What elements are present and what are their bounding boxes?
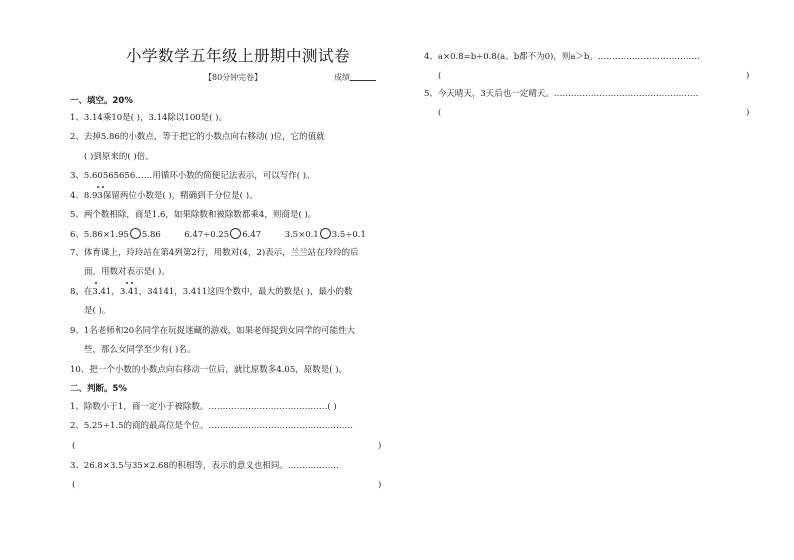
question-1-4: 4、8.93保留两位小数是( )，精确到千分位是( )。: [70, 191, 258, 201]
question-1-2b: ( )到原来的( )倍。: [84, 152, 154, 162]
question-1-1: 1、3.14乘10是( )，3.14除以100是( )。: [70, 113, 227, 123]
repeat-dot: [131, 282, 133, 284]
question-1-8a: 8、在3.41，3.41，34141，3.411这四个数中，最大的数是( )，最小的数: [70, 287, 353, 297]
question-1-6: [70, 228, 366, 241]
compare-circle-3[interactable]: [320, 228, 331, 239]
question-2-3a: 3、26.8×3.5与35×2.68的积相等，表示的意义也相同。………………: [70, 461, 339, 471]
q6-expr-1: 6、5.86×1.95: [70, 230, 129, 240]
answer-2-2-open[interactable]: (: [72, 441, 76, 451]
answer-2-3-open[interactable]: (: [72, 480, 76, 490]
compare-circle-1[interactable]: [130, 228, 141, 239]
question-1-8b: 是( )。: [84, 306, 111, 316]
answer-2-4-close[interactable]: ): [746, 71, 750, 81]
q6-expr-2: 5.86: [141, 230, 161, 240]
question-1-2a: 2、去掉5.86的小数点，等于把它的小数点向右移动( )位，它的值就: [70, 132, 325, 142]
duration-label: 【80分钟完卷】: [204, 73, 263, 82]
question-1-9a: 9、1名老师和20名同学在玩捉迷藏的游戏，如果老师捉到女同学的可能性大: [70, 326, 356, 336]
repeat-dot: [95, 282, 97, 284]
compare-circle-2[interactable]: [230, 228, 241, 239]
answer-2-2-close[interactable]: ): [378, 441, 382, 451]
repeat-dot: [97, 186, 99, 188]
answer-2-4-open[interactable]: (: [438, 71, 442, 81]
question-1-7b: 面，用数对表示是( )。: [84, 267, 170, 277]
q6-expr-5: 3.5×0.1: [284, 230, 319, 240]
question-2-5a: 5、今天晴天，3天后也一定晴天。……………………………………………: [424, 89, 699, 99]
q6-expr-3: 6.47÷0.25: [184, 230, 230, 240]
repeat-dot: [126, 282, 128, 284]
score-label: [334, 72, 376, 83]
question-1-5: 5、两个数相除，商是1.6，如果除数和被除数都乘4，则商是( )。: [70, 210, 317, 220]
answer-2-3-close[interactable]: ): [378, 480, 382, 490]
question-2-4a: 4、a×0.8=b÷0.8(a、b都不为0)，则a＞b。………………………………: [424, 52, 700, 62]
question-1-10: 10、把一个小数的小数点向右移动一位后，就比原数多4.05，原数是( )。: [70, 365, 348, 375]
question-2-1: 1、除数小于1，商一定小于被除数。……………………………………( ): [70, 402, 337, 412]
score-text: 成绩: [334, 73, 350, 82]
section2-heading: 二、判断。5%: [70, 384, 127, 394]
repeat-dot: [102, 186, 104, 188]
q6-expr-6: 3.5÷0.1: [331, 230, 366, 240]
page-title: 小学数学五年级上册期中测试卷: [125, 47, 350, 65]
score-blank: [350, 72, 376, 81]
answer-2-5-open[interactable]: (: [438, 108, 442, 118]
answer-2-5-close[interactable]: ): [746, 108, 750, 118]
question-1-3: 3、5.60565656……用循环小数的简便记法表示，可以写作( )。: [70, 171, 315, 181]
question-1-9b: 些，那么女同学至少有( )名。: [84, 345, 196, 355]
q6-expr-4: 6.47: [242, 230, 262, 240]
question-1-7a: 7、体育课上，玲玲站在第4列第2行，用数对(4，2)表示，兰兰站在玲玲的后: [70, 248, 359, 258]
section1-heading: 一、填空。20%: [70, 96, 133, 106]
question-2-2a: 2、5.25÷1.5的商的最高位是个位。……………………………………………: [70, 421, 353, 431]
